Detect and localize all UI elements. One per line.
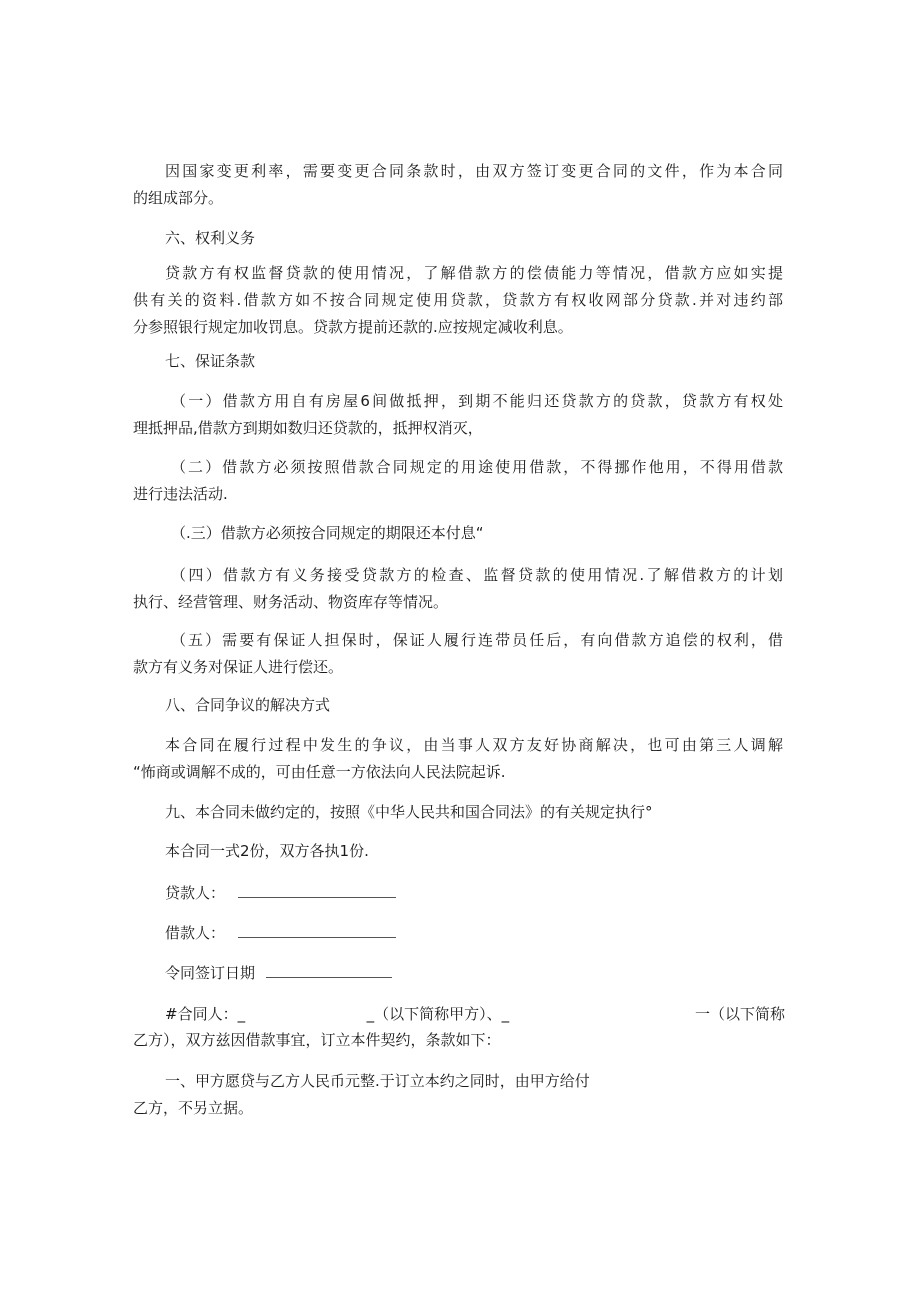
text-line: 贷款方有权监督贷款的使用情况，了解借款方的偿债能力等情况，借款方应如实提 (165, 264, 783, 282)
text-line: （五）需要有保证人担保时，保证人履行连带员任后，有向借款方追偿的权利，借 (171, 631, 783, 649)
signing-date-line (165, 960, 815, 987)
parties-start: #合同人：_ (165, 1005, 246, 1023)
paragraph-interest-rate-change (133, 158, 783, 212)
guarantee-item-3: （.三）借款方必须按合同规定的期限还本付息“ (171, 524, 484, 542)
section-heading-7: 七、保证条款 (165, 352, 256, 370)
section-heading-9: 九、本合同未做约定的，按照《中华人民共和国合同法》的有关规定执行° (165, 803, 653, 821)
text-line: 进行违法活动. (133, 485, 228, 503)
text-line: （一）借款方用自有房屋6间做抵押，到期不能归还贷款方的贷款，贷款方有权处 (171, 392, 783, 410)
text-line: 因国家变更利率，需要变更合同条款时，由双方签订变更合同的文件，作为本合同 (165, 162, 783, 180)
parties-mid: _（以下简称甲方）、_ (366, 1005, 510, 1023)
text-line: （二）借款方必须按照借款合同规定的用途使用借款，不得挪作他用，不得用借款 (171, 458, 783, 476)
text-line: （四）借款方有义务接受贷款方的检查、监督贷款的使用情况.了解借救方的计划 (171, 566, 783, 584)
guarantee-item-1 (133, 388, 783, 442)
lender-signature-line (165, 880, 815, 907)
signing-date-blank (266, 963, 392, 978)
text-line: 的组成部分。 (133, 189, 224, 207)
text-line: 理抵押品,借款方到期如数归还贷款的，抵押权消灭， (133, 419, 483, 437)
text-line: 款方有义务对保证人进行偿还。 (133, 658, 344, 676)
copies-statement: 本合同一式2份，双方各执1份. (165, 842, 369, 860)
section-heading-8: 八、合同争议的解决方式 (165, 696, 331, 714)
clause-1 (133, 1068, 653, 1122)
guarantee-item-4 (133, 562, 783, 616)
lender-blank (238, 883, 396, 898)
lender-label: 贷款人： (165, 884, 226, 902)
parties-end: 一（以下简称 (694, 1005, 785, 1023)
text-line: 供有关的资料.借款方如不按合同规定使用贷款，贷款方有权收网部分贷款.并对违约部 (133, 291, 783, 309)
text-line: 一、甲方愿贷与乙方人民币元整.于订立本约之同时，由甲方给付 (165, 1072, 590, 1090)
guarantee-item-5 (133, 627, 783, 681)
borrower-signature-line (165, 920, 815, 947)
paragraph-rights-obligations (133, 260, 783, 341)
guarantee-item-2 (133, 454, 783, 508)
parties-line (165, 1001, 785, 1028)
text-line: 乙方，不另立据。 (133, 1099, 254, 1117)
section-heading-6: 六、权利义务 (165, 229, 256, 247)
text-line: 执行、经营管理、财务活动、物资库存等情况。 (133, 593, 449, 611)
borrower-blank (238, 923, 396, 938)
parties-line-2: 乙方），双方兹因借款事宜，订立本件契约，条款如下： (133, 1031, 501, 1049)
text-line: 分参照银行规定加收罚息。贷款方提前还款的.应按规定减收利息。 (133, 318, 573, 336)
borrower-label: 借款人： (165, 924, 226, 942)
paragraph-dispute-resolution (133, 732, 783, 786)
signing-date-label: 令同签订日期 (165, 964, 256, 982)
text-line: “怖商或调解不成的，可由任意一方依法向人民法院起诉. (133, 763, 506, 781)
text-line: 本合同在履行过程中发生的争议，由当事人双方友好协商解决，也可由第三人调解 (165, 736, 783, 754)
